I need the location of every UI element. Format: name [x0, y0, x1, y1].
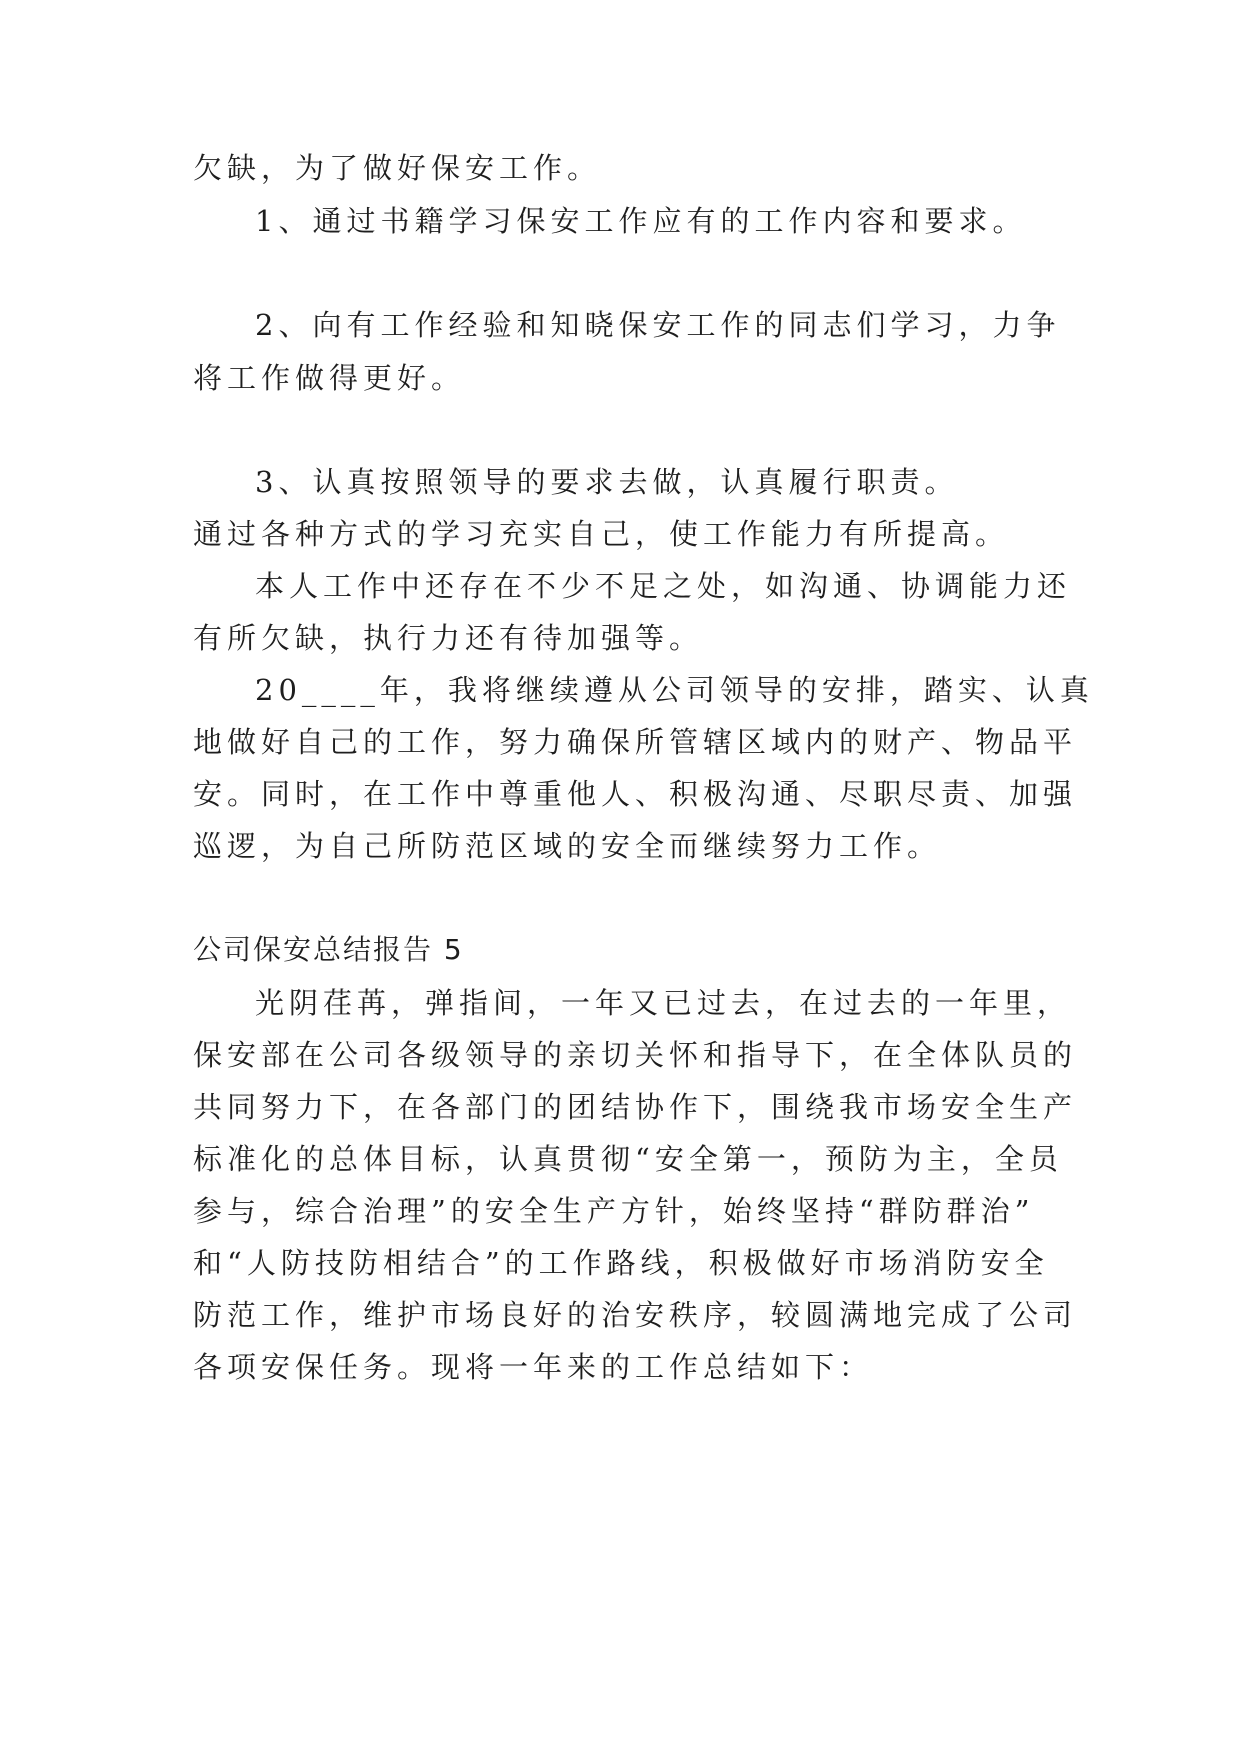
- section-heading: 公司保安总结报告 5: [193, 933, 464, 966]
- text-line-2: 将工作做得更好。: [193, 361, 466, 395]
- paragraph-3-line-5: 参与，综合治理”的安全生产方针，始终坚持“群防群治”: [193, 1194, 1035, 1228]
- paragraph-3-line-4: 标准化的总体目标，认真贯彻“安全第一，预防为主，全员: [193, 1142, 1063, 1176]
- paragraph-3-line-8: 各项安保任务。现将一年来的工作总结如下：: [193, 1350, 874, 1384]
- list-item-1: 1、通过书籍学习保安工作应有的工作内容和要求。: [255, 204, 1027, 238]
- paragraph-3-line-6: 和“人防技防相结合”的工作路线，积极做好市场消防安全: [193, 1246, 1049, 1280]
- paragraph-3-line-3: 共同努力下，在各部门的团结协作下，围绕我市场安全生产: [193, 1090, 1078, 1124]
- text-line-3: 通过各种方式的学习充实自己，使工作能力有所提高。: [193, 517, 1010, 551]
- text-line-1: 欠缺，为了做好保安工作。: [193, 151, 602, 185]
- paragraph-1-line-1: 本人工作中还存在不少不足之处，如沟通、协调能力还: [255, 569, 1072, 603]
- paragraph-1-line-2: 有所欠缺，执行力还有待加强等。: [193, 621, 704, 655]
- list-item-3: 3、认真按照领导的要求去做，认真履行职责。: [255, 465, 959, 499]
- paragraph-2-line-4: 巡逻，为自己所防范区域的安全而继续努力工作。: [193, 829, 942, 863]
- paragraph-3-line-2: 保安部在公司各级领导的亲切关怀和指导下，在全体队员的: [193, 1038, 1078, 1072]
- paragraph-2-line-3: 安。同时，在工作中尊重他人、积极沟通、尽职尽责、加强: [193, 777, 1078, 811]
- list-item-2: 2、向有工作经验和知晓保安工作的同志们学习，力争: [255, 308, 1061, 342]
- paragraph-2-line-2: 地做好自己的工作，努力确保所管辖区域内的财产、物品平: [193, 725, 1078, 759]
- paragraph-2-line-1: 20____年，我将继续遵从公司领导的安排，踏实、认真: [255, 673, 1094, 707]
- paragraph-3-line-1: 光阴荏苒，弹指间，一年又已过去，在过去的一年里，: [255, 986, 1072, 1020]
- paragraph-3-line-7: 防范工作，维护市场良好的治安秩序，较圆满地完成了公司: [193, 1298, 1078, 1332]
